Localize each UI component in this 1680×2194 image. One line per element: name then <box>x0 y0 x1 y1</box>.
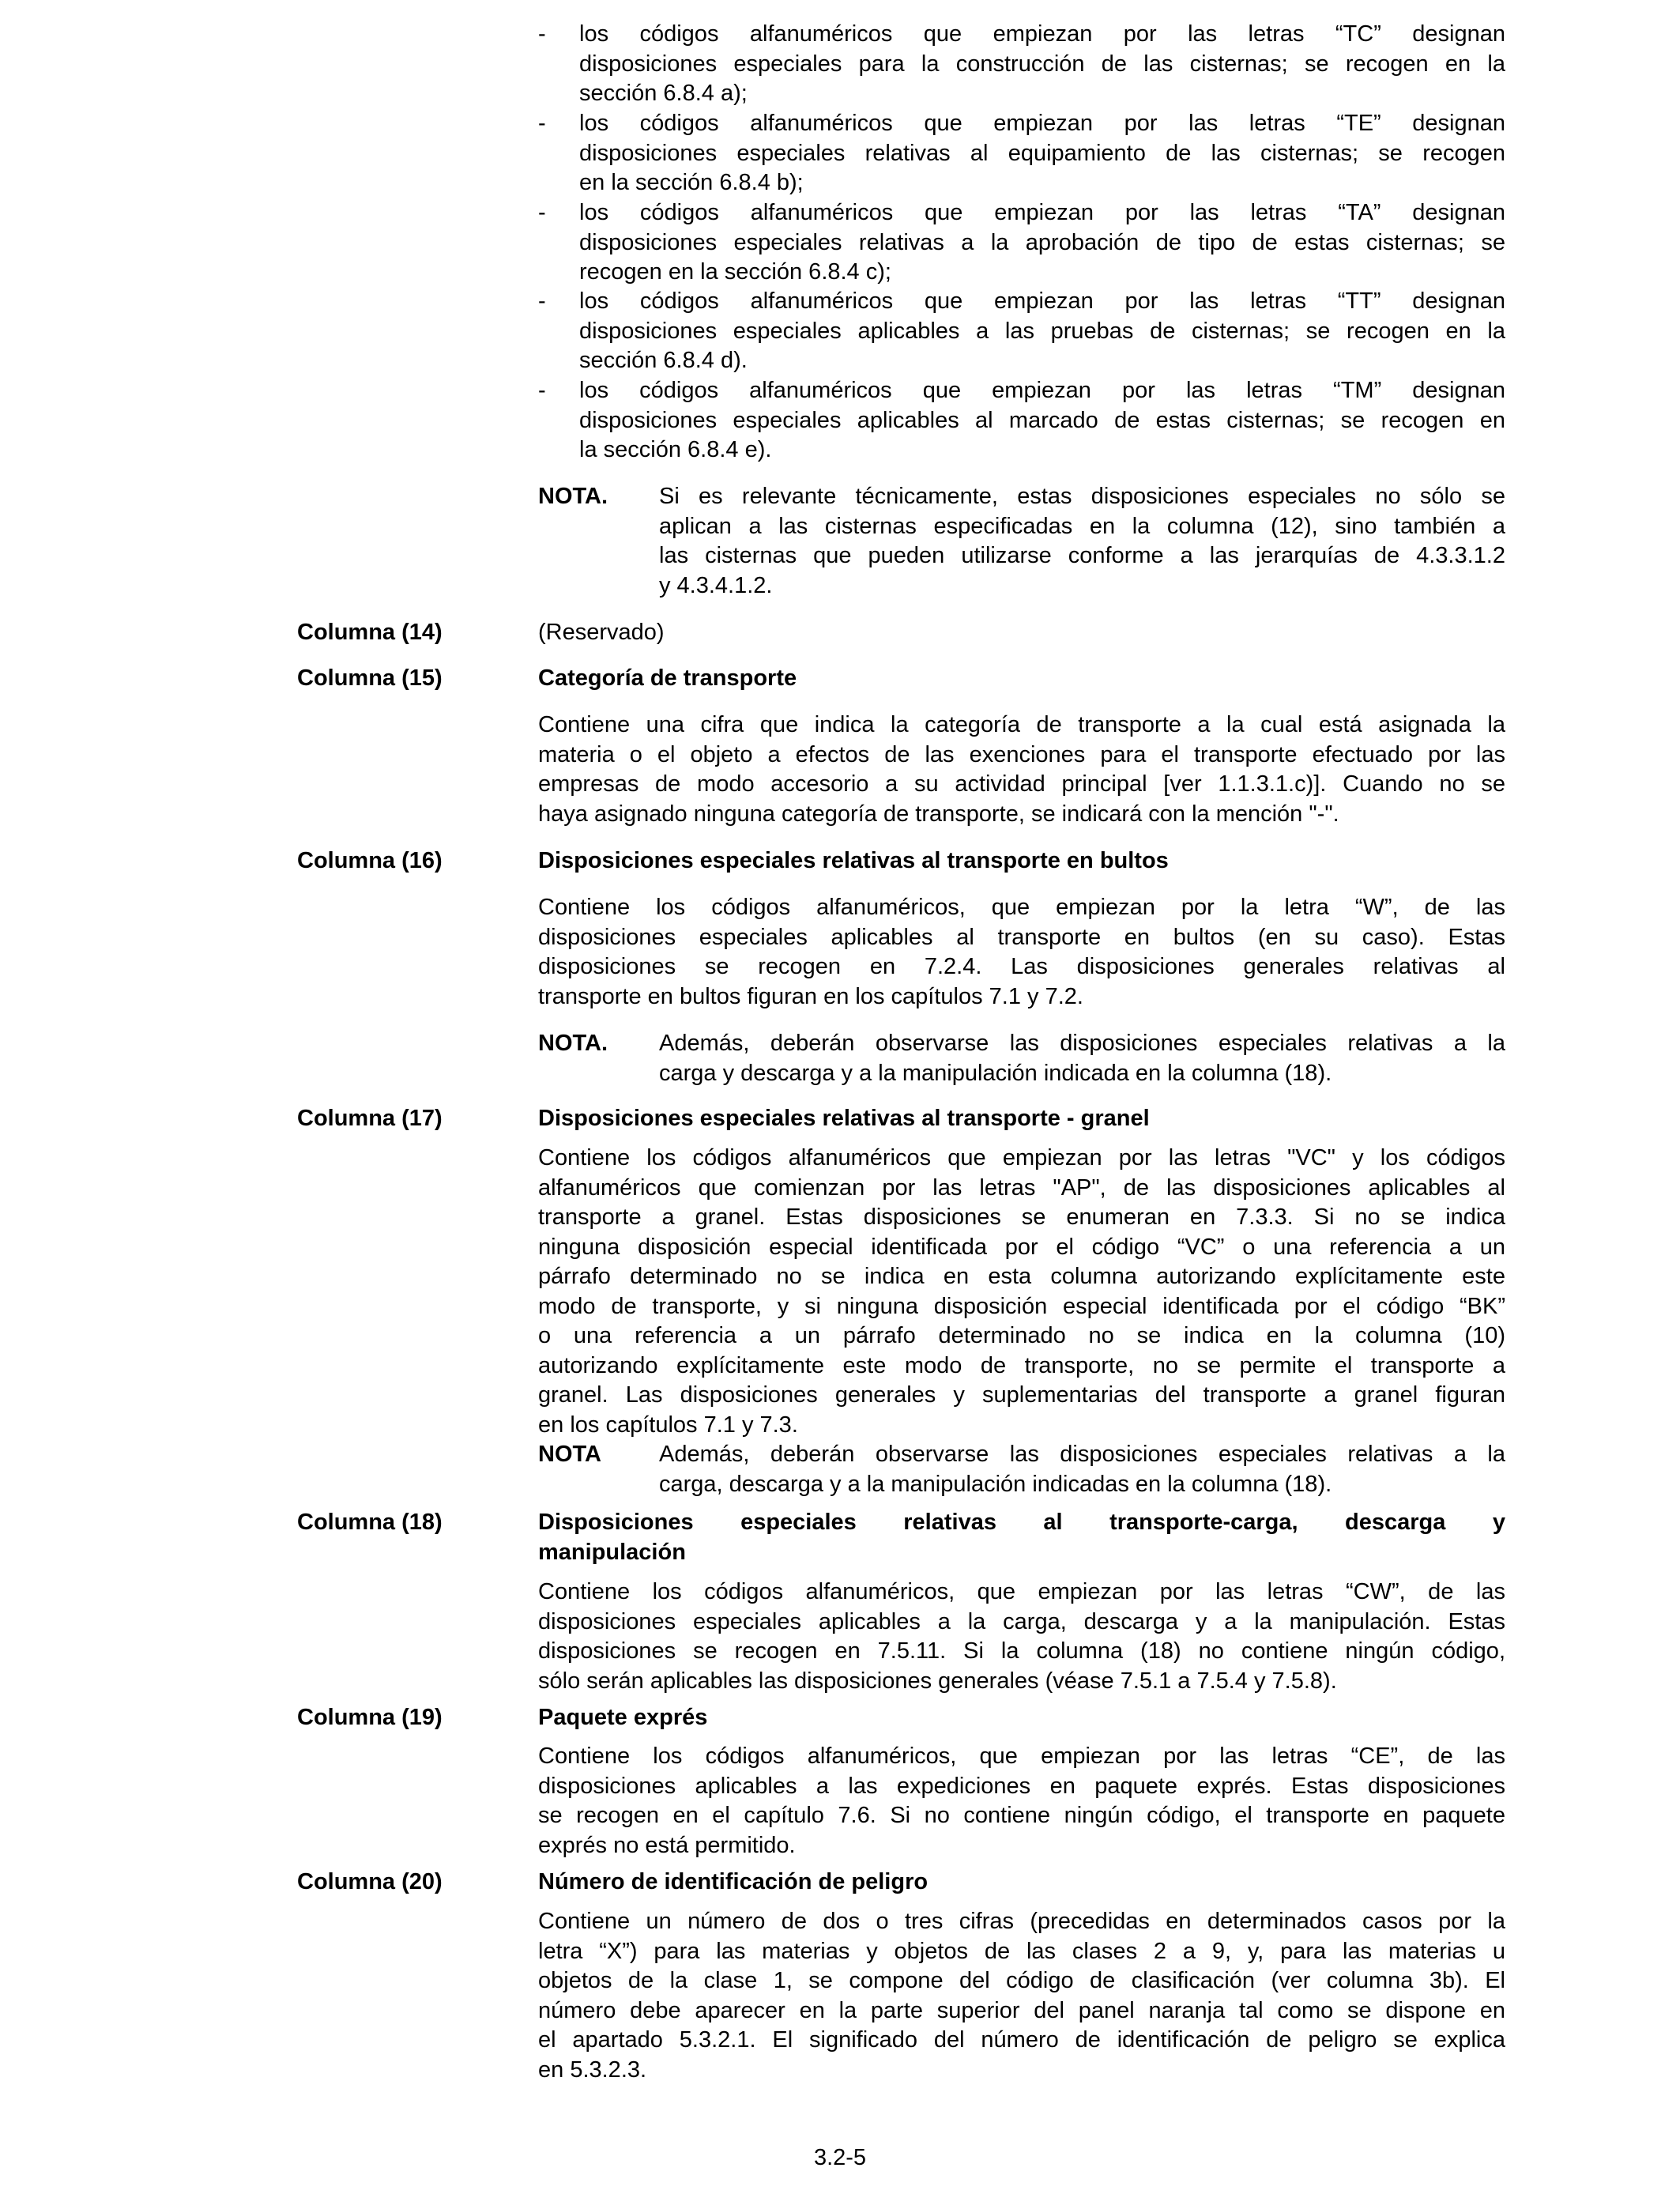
column-16-label: Columna (16) <box>297 848 443 873</box>
bullet-marker: - <box>538 200 546 225</box>
page-number: 3.2-5 <box>813 2145 867 2170</box>
bullet-item-tm: los códigos alfanuméricos que empiezan por las letras “TM” designan disposiciones especiales aplicables al marcado de estas cisternas; se recogen en la sección 6.8.4 e). <box>579 378 1505 462</box>
nota-label: NOTA <box>538 1442 602 1467</box>
column-16-title: Disposiciones especiales relativas al transporte en bultos <box>538 848 1169 873</box>
column-18-text: Contiene los códigos alfanuméricos, que empiezan por las letras “CW”, de las disposiciones especiales aplicables a la carga, descarga y a la manipulación. Estas disposiciones se recogen en 7.5.11. Si la columna (18) no contiene ningún código, sólo serán aplicables las disposiciones generales (véase 7.5.1 a 7.5.4 y 7.5.8). <box>538 1579 1505 1694</box>
column-15-title: Categoría de transporte <box>538 665 797 691</box>
bullet-item-tc: los códigos alfanuméricos que empiezan por las letras “TC” designan disposiciones especiales para la construcción de las cisternas; se recogen en la sección 6.8.4 a); <box>579 21 1505 106</box>
nota-label: NOTA. <box>538 484 608 509</box>
column-18-title: Disposiciones especiales relativas al transporte-carga, descarga y manipulación <box>538 1510 1505 1565</box>
nota-text: Además, deberán observarse las disposiciones especiales relativas a la carga y descarga y a la manipulación indicada en la columna (18). <box>659 1031 1505 1086</box>
column-20-label: Columna (20) <box>297 1869 443 1894</box>
column-19-label: Columna (19) <box>297 1705 443 1730</box>
bullet-marker: - <box>538 378 546 403</box>
column-14-label: Columna (14) <box>297 620 443 645</box>
nota-text: Si es relevante técnicamente, estas disposiciones especiales no sólo se aplican a las cisternas especificadas en la columna (12), sino también a las cisternas que pueden utilizarse conforme a las jerarquías de 4.3.3.1.2 y 4.3.4.1.2. <box>659 484 1505 598</box>
column-17-text: Contiene los códigos alfanuméricos que empiezan por las letras "VC" y los códigos alfanuméricos que comienzan por las letras "AP", de las disposiciones aplicables al transporte a granel. Estas disposiciones se enumeran en 7.3.3. Si no se indica ninguna disposición especial identificada por el código “VC” o una referencia a un párrafo determinado no se indica en esta columna autorizando explícitamente este modo de transporte, y si ninguna disposición especial identificada por el código “BK” o una referencia a un párrafo determinado no se indica en la columna (10) autorizando explícitamente este modo de transporte, no se permite el transporte a granel. Las disposiciones generales y suplementarias del transporte a granel figuran en los capítulos 7.1 y 7.3. <box>538 1145 1505 1438</box>
column-17-label: Columna (17) <box>297 1106 443 1131</box>
column-15-label: Columna (15) <box>297 665 443 691</box>
nota-label: NOTA. <box>538 1031 608 1056</box>
bullet-marker: - <box>538 111 546 136</box>
bullet-marker: - <box>538 21 546 47</box>
column-19-title: Paquete exprés <box>538 1705 708 1730</box>
column-18-label: Columna (18) <box>297 1510 443 1535</box>
column-14-text: (Reservado) <box>538 620 665 645</box>
column-19-text: Contiene los códigos alfanuméricos, que empiezan por las letras “CE”, de las disposiciones aplicables a las expediciones en paquete exprés. Estas disposiciones se recogen en el capítulo 7.6. Si no contiene ningún código, el transporte en paquete exprés no está permitido. <box>538 1744 1505 1858</box>
column-15-text: Contiene una cifra que indica la categoría de transporte a la cual está asignada la materia o el objeto a efectos de las exenciones para el transporte efectuado por las empresas de modo accesorio a su actividad principal [ver 1.1.3.1.c)]. Cuando no se haya asignado ninguna categoría de transporte, se indicará con la mención "-". <box>538 712 1505 827</box>
bullet-item-tt: los códigos alfanuméricos que empiezan por las letras “TT” designan disposiciones especiales aplicables a las pruebas de cisternas; se recogen en la sección 6.8.4 d). <box>579 288 1505 373</box>
column-20-text: Contiene un número de dos o tres cifras (precedidas en determinados casos por la letra “X”) para las materias y objetos de las clases 2 a 9, y, para las materias u objetos de la clase 1, se compone del código de clasificación (ver columna 3b). El número debe aparecer en la parte superior del panel naranja tal como se dispone en el apartado 5.3.2.1. El significado del número de identificación de peligro se explica en 5.3.2.3. <box>538 1909 1505 2083</box>
bullet-marker: - <box>538 288 546 314</box>
column-17-title: Disposiciones especiales relativas al transporte - granel <box>538 1106 1150 1131</box>
nota-text: Además, deberán observarse las disposiciones especiales relativas a la carga, descarga y a la manipulación indicadas en la columna (18). <box>659 1442 1505 1497</box>
column-16-text: Contiene los códigos alfanuméricos, que empiezan por la letra “W”, de las disposiciones especiales aplicables al transporte en bultos (en su caso). Estas disposiciones se recogen en 7.2.4. Las disposiciones generales relativas al transporte en bultos figuran en los capítulos 7.1 y 7.2. <box>538 895 1505 1009</box>
column-20-title: Número de identificación de peligro <box>538 1869 929 1894</box>
bullet-item-te: los códigos alfanuméricos que empiezan por las letras “TE” designan disposiciones especiales relativas al equipamiento de las cisternas; se recogen en la sección 6.8.4 b); <box>579 111 1505 195</box>
bullet-item-ta: los códigos alfanuméricos que empiezan por las letras “TA” designan disposiciones especiales relativas a la aprobación de tipo de estas cisternas; se recogen en la sección 6.8.4 c); <box>579 200 1505 285</box>
